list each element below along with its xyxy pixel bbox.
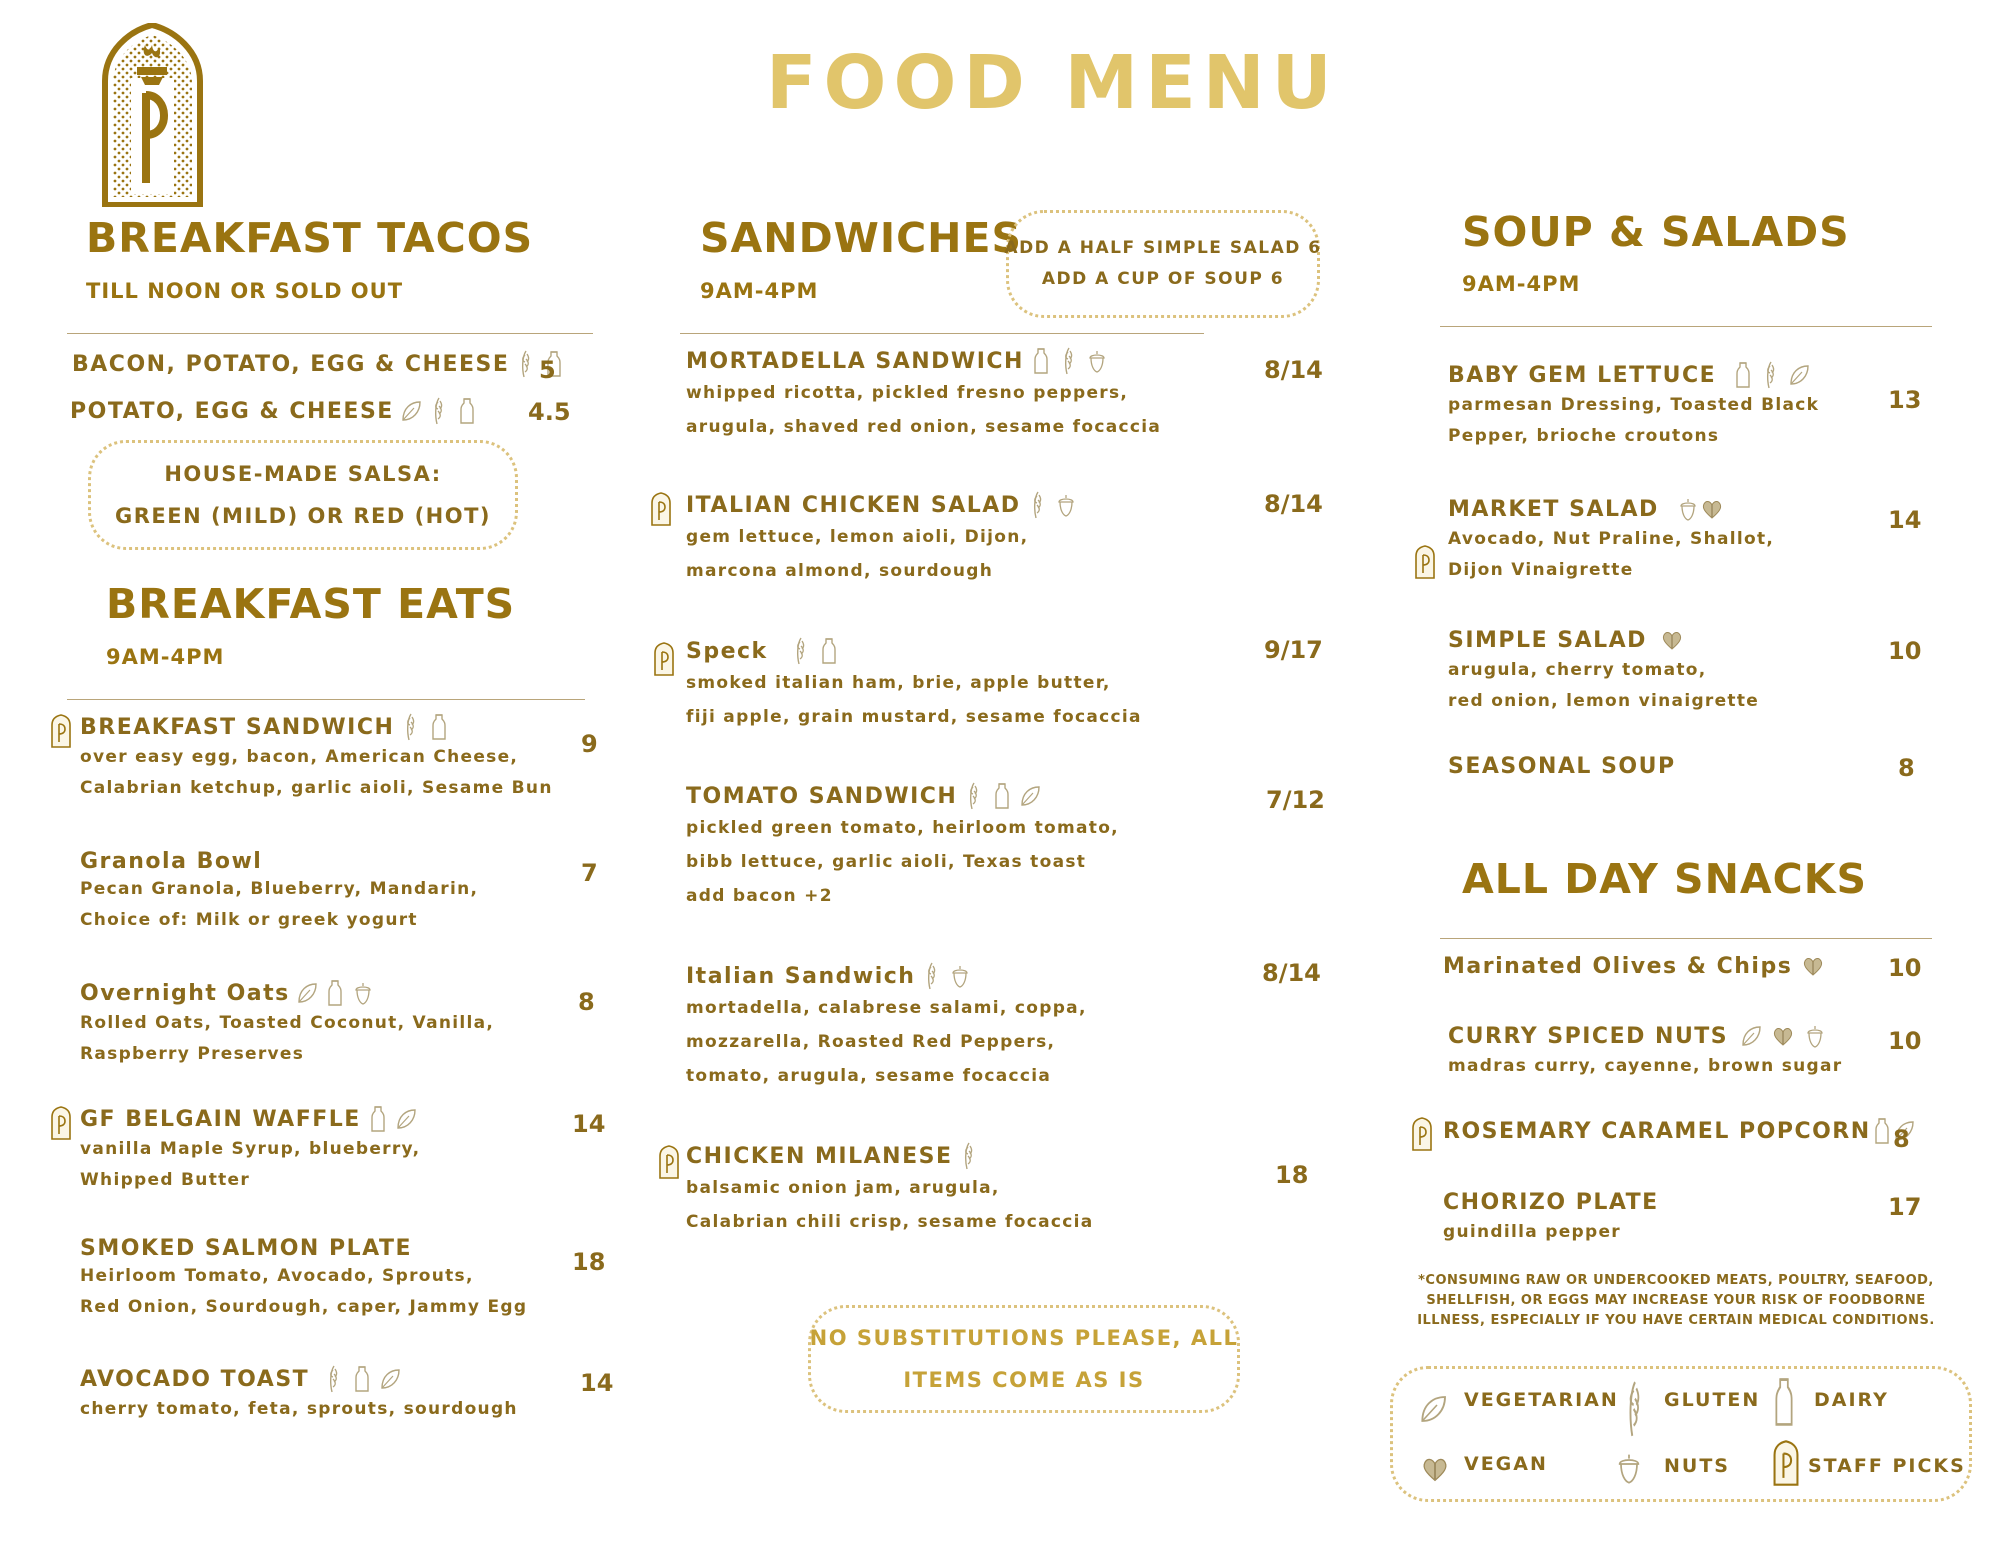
vegan-icon [1661, 625, 1683, 655]
item-price: 7/12 [1266, 786, 1325, 814]
item-name: Overnight Oats [80, 980, 290, 1006]
menu-item [1443, 951, 1824, 981]
soup-salads-title: SOUP & SALADS [1462, 208, 1850, 256]
item-description: Pecan Granola, Blueberry, Mandarin, [80, 879, 479, 899]
vegetarian-icon [1019, 781, 1041, 811]
salsa-line: HOUSE-MADE SALSA: [164, 462, 442, 486]
menu-item [72, 349, 565, 379]
gluten-icon [1760, 360, 1782, 390]
gluten-icon [400, 712, 422, 742]
item-description: Calabrian ketchup, garlic aioli, Sesame Bun [80, 778, 553, 798]
vegetarian-icon [1740, 1021, 1762, 1051]
dairy-icon [1871, 1116, 1893, 1146]
notice-line: ITEMS COME AS IS [903, 1368, 1145, 1392]
staff-pick-icon [1772, 1440, 1800, 1486]
item-description: fiji apple, grain mustard, sesame focaccia [686, 707, 1142, 727]
menu-item [80, 712, 553, 804]
item-description: marcona almond, sourdough [686, 561, 994, 581]
nuts-icon [949, 961, 971, 991]
notice-box [808, 1305, 1240, 1413]
dairy-icon [367, 1104, 389, 1134]
item-name: ITALIAN CHICKEN SALAD [686, 492, 1021, 518]
gluten-icon [921, 961, 943, 991]
page-title: FOOD MENU [766, 40, 1339, 126]
gluten-icon [1027, 490, 1049, 520]
vegetarian-icon [1418, 1389, 1448, 1429]
breakfast-eats-title: BREAKFAST EATS [106, 580, 516, 628]
menu-item [1443, 1190, 1659, 1249]
item-price: 13 [1888, 386, 1922, 414]
item-description: whipped ricotta, pickled fresno peppers, [686, 383, 1129, 403]
item-price: 8 [1898, 754, 1915, 782]
item-price: 9 [581, 730, 598, 758]
item-price: 9/17 [1264, 636, 1323, 664]
item-description: Red Onion, Sourdough, caper, Jammy Egg [80, 1297, 528, 1317]
item-description: gem lettuce, lemon aioli, Dijon, [686, 527, 1029, 547]
gluten-icon [515, 349, 537, 379]
soup-salads-subtitle: 9AM-4PM [1462, 272, 1581, 296]
dairy-icon [991, 781, 1013, 811]
staff-pick-icon [658, 1145, 680, 1179]
menu-item [70, 396, 478, 426]
vegan-icon [1772, 1021, 1794, 1051]
item-name: CHORIZO PLATE [1443, 1190, 1659, 1215]
item-name: Granola Bowl [80, 849, 263, 874]
item-description: Pepper, brioche croutons [1448, 426, 1720, 446]
menu-item [686, 961, 1087, 1093]
item-description: mortadella, calabrese salami, coppa, [686, 998, 1087, 1018]
item-description: tomato, arugula, sesame focaccia [686, 1066, 1052, 1086]
vegan-icon [1802, 951, 1824, 981]
addon-line: ADD A CUP OF SOUP 6 [1041, 269, 1285, 289]
item-price: 4.5 [528, 398, 571, 426]
menu-item [1448, 360, 1819, 452]
dairy-icon [324, 978, 346, 1008]
vegan-icon [1418, 1450, 1452, 1488]
item-name: GF BELGAIN WAFFLE [80, 1106, 361, 1132]
item-price: 10 [1888, 954, 1922, 982]
vegetarian-icon [400, 396, 422, 426]
item-name: SMOKED SALMON PLATE [80, 1236, 412, 1261]
menu-item [686, 636, 1142, 734]
dairy-icon [1732, 360, 1754, 390]
breakfast-tacos-subtitle: TILL NOON OR SOLD OUT [86, 279, 404, 303]
breakfast-eats-subtitle: 9AM-4PM [106, 645, 225, 669]
item-description: add bacon +2 [686, 886, 833, 906]
item-name: TOMATO SANDWICH [686, 783, 958, 809]
legend-dairy: DAIRY [1814, 1389, 1889, 1411]
item-name: BACON, POTATO, EGG & CHEESE [72, 351, 510, 377]
item-name: BREAKFAST SANDWICH [80, 714, 395, 740]
gluten-icon [323, 1364, 345, 1394]
dairy-icon [1770, 1374, 1798, 1430]
all-day-snacks-title: ALL DAY SNACKS [1462, 855, 1868, 903]
gluten-icon [1058, 346, 1080, 376]
vegetarian-icon [1788, 360, 1810, 390]
item-price: 10 [1888, 1027, 1922, 1055]
dairy-icon [351, 1364, 373, 1394]
sandwiches-subtitle: 9AM-4PM [700, 279, 819, 303]
legend-nuts: NUTS [1664, 1455, 1730, 1477]
item-description: red onion, lemon vinaigrette [1448, 691, 1760, 711]
menu-item [1448, 494, 1774, 586]
menu-item [1448, 625, 1759, 717]
vegetarian-icon [395, 1104, 417, 1134]
salsa-line: GREEN (MILD) OR RED (HOT) [114, 504, 492, 528]
item-description: Whipped Butter [80, 1170, 251, 1190]
menu-item [1448, 754, 1676, 779]
item-name: MORTADELLA SANDWICH [686, 348, 1024, 374]
food-safety-disclaimer: *CONSUMING RAW OR UNDERCOOKED MEATS, POULTRY, SEAFOOD, SHELLFISH, OR EGGS MAY INCREASE YOUR RISK OF FOODBORNE ILLNESS, ESPECIALLY IF YOU HAVE CERTAIN MEDICAL CONDITIONS. [1417, 1273, 1935, 1328]
item-description: cherry tomato, feta, sprouts, sourdough [80, 1399, 518, 1419]
item-price: 14 [572, 1110, 606, 1138]
item-name: BABY GEM LETTUCE [1448, 362, 1717, 388]
item-description: balsamic onion jam, arugula, [686, 1178, 1000, 1198]
staff-pick-icon [50, 714, 72, 748]
item-name: Speck [686, 638, 768, 664]
item-description: pickled green tomato, heirloom tomato, [686, 818, 1119, 838]
menu-item [686, 346, 1161, 444]
dairy-icon [1030, 346, 1052, 376]
item-price: 8 [578, 988, 595, 1016]
menu-item [80, 1104, 420, 1196]
legend-vegan: VEGAN [1464, 1453, 1548, 1475]
nuts-icon [1804, 1021, 1826, 1051]
item-price: 14 [580, 1369, 614, 1397]
item-price: 7 [581, 859, 598, 887]
item-price: 18 [1275, 1161, 1309, 1189]
item-price: 10 [1888, 637, 1922, 665]
addon-box [1006, 210, 1320, 318]
staff-pick-icon [1414, 545, 1436, 579]
divider [67, 699, 585, 700]
item-name: Marinated Olives & Chips [1443, 953, 1793, 979]
legend-vegetarian: VEGETARIAN [1464, 1389, 1619, 1411]
item-description: arugula, shaved red onion, sesame focaccia [686, 417, 1162, 437]
breakfast-tacos-title: BREAKFAST TACOS [86, 214, 534, 262]
gluten-icon [958, 1141, 980, 1171]
item-price: 8/14 [1262, 959, 1321, 987]
dairy-icon [818, 636, 840, 666]
item-price: 8 [1893, 1125, 1910, 1153]
notice-line: NO SUBSTITUTIONS PLEASE, ALL [809, 1326, 1239, 1350]
legend-box [1390, 1366, 1972, 1502]
menu-item [80, 849, 478, 936]
menu-item [686, 490, 1077, 588]
gluten-icon [1620, 1378, 1650, 1440]
item-description: Calabrian chili crisp, sesame focaccia [686, 1212, 1094, 1232]
divider [1440, 326, 1932, 327]
menu-item [1443, 1116, 1915, 1146]
gluten-icon [790, 636, 812, 666]
gluten-icon [963, 781, 985, 811]
item-name: Italian Sandwich [686, 963, 916, 989]
item-name: MARKET SALAD [1448, 496, 1659, 522]
item-name: SEASONAL SOUP [1448, 754, 1676, 779]
item-price: 8/14 [1264, 490, 1323, 518]
menu-item [80, 1236, 527, 1323]
dairy-icon [428, 712, 450, 742]
menu-item [1448, 1021, 1842, 1082]
divider [680, 333, 1204, 334]
item-name: CURRY SPICED NUTS [1448, 1023, 1729, 1049]
item-description: Rolled Oats, Toasted Coconut, Vanilla, [80, 1013, 495, 1033]
staff-pick-icon [653, 642, 675, 676]
item-description: Raspberry Preserves [80, 1044, 305, 1064]
menu-item [686, 781, 1119, 913]
item-description: vanilla Maple Syrup, blueberry, [80, 1139, 421, 1159]
nuts-icon [1055, 490, 1077, 520]
item-name: SIMPLE SALAD [1448, 627, 1647, 653]
nuts-icon [1614, 1448, 1644, 1488]
item-description: bibb lettuce, garlic aioli, Texas toast [686, 852, 1087, 872]
salsa-box [88, 440, 518, 550]
item-price: 8/14 [1264, 356, 1323, 384]
addon-line: ADD A HALF SIMPLE SALAD 6 [1004, 238, 1322, 258]
item-description: Avocado, Nut Praline, Shallot, [1448, 529, 1775, 549]
nuts-icon [1677, 494, 1699, 524]
item-description: smoked italian ham, brie, apple butter, [686, 673, 1111, 693]
item-description: mozzarella, Roasted Red Peppers, [686, 1032, 1056, 1052]
item-description: guindilla pepper [1443, 1222, 1621, 1242]
nuts-icon [352, 978, 374, 1008]
vegetarian-icon [296, 978, 318, 1008]
item-name: POTATO, EGG & CHEESE [70, 398, 394, 424]
item-name: ROSEMARY CARAMEL POPCORN [1443, 1118, 1871, 1144]
item-name: AVOCADO TOAST [80, 1366, 310, 1392]
item-price: 5 [539, 356, 556, 384]
logo [101, 23, 204, 207]
item-description: Heirloom Tomato, Avocado, Sprouts, [80, 1266, 474, 1286]
divider [1440, 938, 1932, 939]
nuts-icon [1086, 346, 1108, 376]
staff-pick-icon [50, 1106, 72, 1140]
menu-item [80, 1364, 518, 1425]
legend-gluten: GLUTEN [1664, 1389, 1761, 1411]
gluten-icon [428, 396, 450, 426]
item-name: CHICKEN MILANESE [686, 1143, 953, 1169]
item-description: parmesan Dressing, Toasted Black [1448, 395, 1820, 415]
item-description: over easy egg, bacon, American Cheese, [80, 747, 519, 767]
sandwiches-title: SANDWICHES [700, 214, 1023, 262]
vegan-icon [1701, 494, 1723, 524]
item-description: Dijon Vinaigrette [1448, 560, 1634, 580]
item-description: Choice of: Milk or greek yogurt [80, 910, 418, 930]
vegetarian-icon [379, 1364, 401, 1394]
item-description: madras curry, cayenne, brown sugar [1448, 1056, 1843, 1076]
item-price: 18 [572, 1248, 606, 1276]
staff-pick-icon [1411, 1117, 1433, 1151]
menu-item [686, 1141, 1094, 1239]
staff-pick-icon [650, 492, 672, 526]
menu-item [80, 978, 494, 1070]
divider [67, 333, 593, 334]
item-description: arugula, cherry tomato, [1448, 660, 1707, 680]
legend-staff-picks: STAFF PICKS [1808, 1455, 1966, 1477]
item-price: 17 [1888, 1193, 1922, 1221]
item-price: 14 [1888, 506, 1922, 534]
dairy-icon [456, 396, 478, 426]
